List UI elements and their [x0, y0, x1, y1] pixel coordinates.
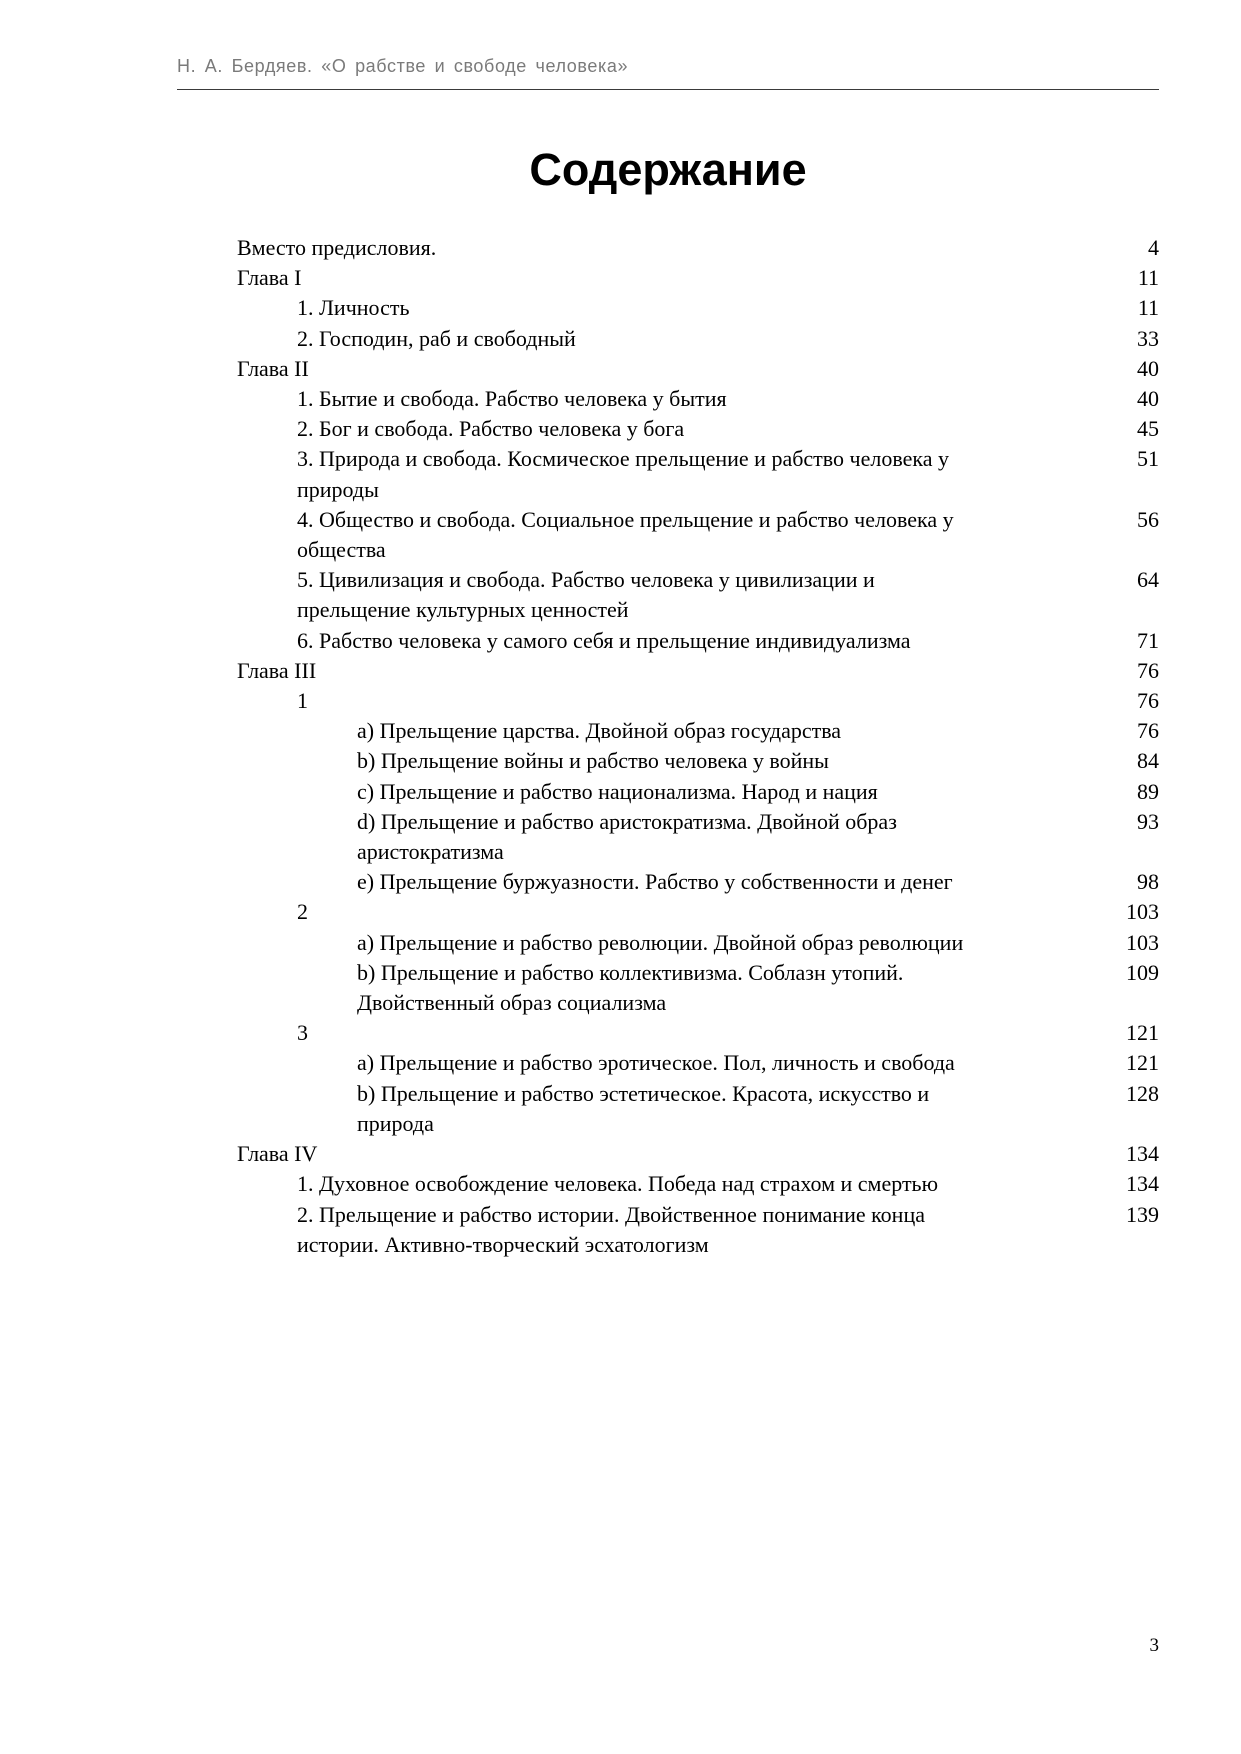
toc-entry-chapter-4	[237, 1139, 1159, 1169]
toc-page-number: 11	[1137, 295, 1159, 321]
toc-entry-text: 2. Господин, раб и свободный	[297, 325, 576, 351]
toc-page-number: 121	[1126, 1020, 1159, 1046]
toc-entry-text: a) Прельщение и рабство эротическое. Пол, личность и свобода	[357, 1050, 955, 1076]
toc-entry-section	[237, 444, 1159, 504]
toc-entry-text: 2. Прельщение и рабство истории. Двойственное понимание конца истории. Активно-творческий эсхатологизм	[297, 1201, 925, 1257]
toc-entry-text: 2	[297, 899, 308, 925]
running-header-title: Н. А. Бердяев. «О рабстве и свободе человека»	[177, 56, 629, 76]
toc-entry-text: d) Прельщение и рабство аристократизма. Двойной образ аристократизма	[357, 808, 897, 865]
toc-entry-text: e) Прельщение буржуазности. Рабство у собственности и денег	[357, 869, 953, 895]
toc-entry-section	[237, 384, 1159, 414]
toc-entry-part	[237, 897, 1159, 927]
toc-entry-preface	[237, 233, 1159, 263]
toc-entry-text: Глава III	[237, 657, 317, 683]
toc-entry-part	[237, 686, 1159, 716]
toc-page-number: 40	[1137, 386, 1159, 412]
toc-entry-subsection	[237, 1048, 1159, 1078]
toc-entry-text: a) Прельщение царства. Двойной образ государства	[357, 718, 842, 744]
toc-entry-section	[237, 324, 1159, 354]
toc-entry-text: b) Прельщение и рабство коллективизма. Соблазн утопий. Двойственный образ социализма	[357, 959, 904, 1016]
toc-entry-text: Вместо предисловия.	[237, 235, 437, 260]
toc-entry-text: 2. Бог и свобода. Рабство человека у бога	[297, 416, 685, 442]
toc-page-number: 84	[1137, 748, 1159, 774]
toc-page-number: 64	[1137, 567, 1159, 593]
page-number: 3	[1149, 1635, 1159, 1656]
toc-page-number: 4	[1148, 235, 1159, 260]
toc-entry-section	[237, 293, 1159, 323]
toc-page-number: 40	[1137, 355, 1159, 381]
toc-page-number: 134	[1126, 1171, 1159, 1197]
toc-entry-text: Глава IV	[237, 1141, 318, 1167]
toc-entry-text: a) Прельщение и рабство революции. Двойной образ революции	[357, 929, 964, 955]
toc-entry-text: Глава II	[237, 355, 309, 381]
toc-page-number: 93	[1137, 808, 1159, 834]
toc-page-number: 109	[1126, 959, 1159, 985]
toc-entry-subsection	[237, 716, 1159, 746]
toc-entry-text: 1	[297, 688, 308, 714]
toc-entry-chapter-1	[237, 263, 1159, 293]
toc-entry-subsection	[237, 777, 1159, 807]
toc-page-number: 51	[1137, 446, 1159, 472]
toc-entry-section	[237, 505, 1159, 565]
page-title: Содержание	[529, 144, 807, 195]
toc-entry-subsection	[237, 746, 1159, 776]
toc-page-number: 103	[1126, 899, 1159, 925]
toc-entry-subsection	[237, 807, 1159, 867]
toc-entry-text: 1. Духовное освобождение человека. Победа над страхом и смертью	[297, 1171, 939, 1197]
toc-entry-section	[237, 1169, 1159, 1199]
toc-page-number: 45	[1137, 416, 1159, 442]
toc-entry-text: b) Прельщение войны и рабство человека у войны	[357, 748, 829, 774]
toc-entry-chapter-2	[237, 354, 1159, 384]
toc-page-number: 103	[1126, 929, 1159, 955]
toc-page-number: 76	[1137, 718, 1159, 744]
toc-entry-chapter-3	[237, 656, 1159, 686]
toc-entry-section	[237, 1200, 1159, 1260]
toc-page-number: 76	[1137, 688, 1159, 714]
toc-entry-subsection	[237, 867, 1159, 897]
toc-entry-text: 3	[297, 1020, 308, 1046]
toc-page-number: 33	[1137, 325, 1159, 351]
toc-page-number: 128	[1126, 1080, 1159, 1106]
toc-entry-text: b) Прельщение и рабство эстетическое. Красота, искусство и природа	[357, 1080, 930, 1136]
toc-entry-subsection	[237, 928, 1159, 958]
toc-entry-text: 4. Общество и свобода. Социальное прельщение и рабство человека у общества	[297, 506, 954, 563]
toc-page-number: 11	[1137, 265, 1159, 291]
toc-page-number: 76	[1137, 657, 1159, 683]
toc-page-number: 71	[1137, 627, 1159, 653]
toc-entry-text: 1. Бытие и свобода. Рабство человека у бытия	[297, 386, 727, 412]
toc-page-number: 134	[1126, 1141, 1159, 1167]
toc-page-number: 89	[1137, 778, 1159, 804]
toc-entry-text: c) Прельщение и рабство национализма. Народ и нация	[357, 778, 878, 804]
toc-page-number: 139	[1126, 1201, 1159, 1227]
toc-page-number: 98	[1137, 869, 1159, 895]
toc-page-number: 121	[1126, 1050, 1159, 1076]
toc-entry-text: Глава I	[237, 265, 302, 291]
toc-entry-subsection	[237, 958, 1159, 1018]
toc-entry-part	[237, 1018, 1159, 1048]
running-header	[177, 56, 1159, 90]
toc-entry-text: 5. Цивилизация и свобода. Рабство человека у цивилизации и прельщение культурных ценностей	[297, 567, 875, 623]
toc-entry-section	[237, 565, 1159, 625]
toc-entry-section	[237, 414, 1159, 444]
toc-entry-text: 1. Личность	[297, 295, 410, 321]
toc-entry-section	[237, 626, 1159, 656]
toc-entry-subsection	[237, 1079, 1159, 1139]
toc-entry-text: 6. Рабство человека у самого себя и прельщение индивидуализма	[297, 627, 911, 653]
table-of-contents	[237, 233, 1159, 1260]
toc-entry-text: 3. Природа и свобода. Космическое прельщение и рабство человека у природы	[297, 446, 949, 502]
toc-page-number: 56	[1137, 506, 1159, 532]
